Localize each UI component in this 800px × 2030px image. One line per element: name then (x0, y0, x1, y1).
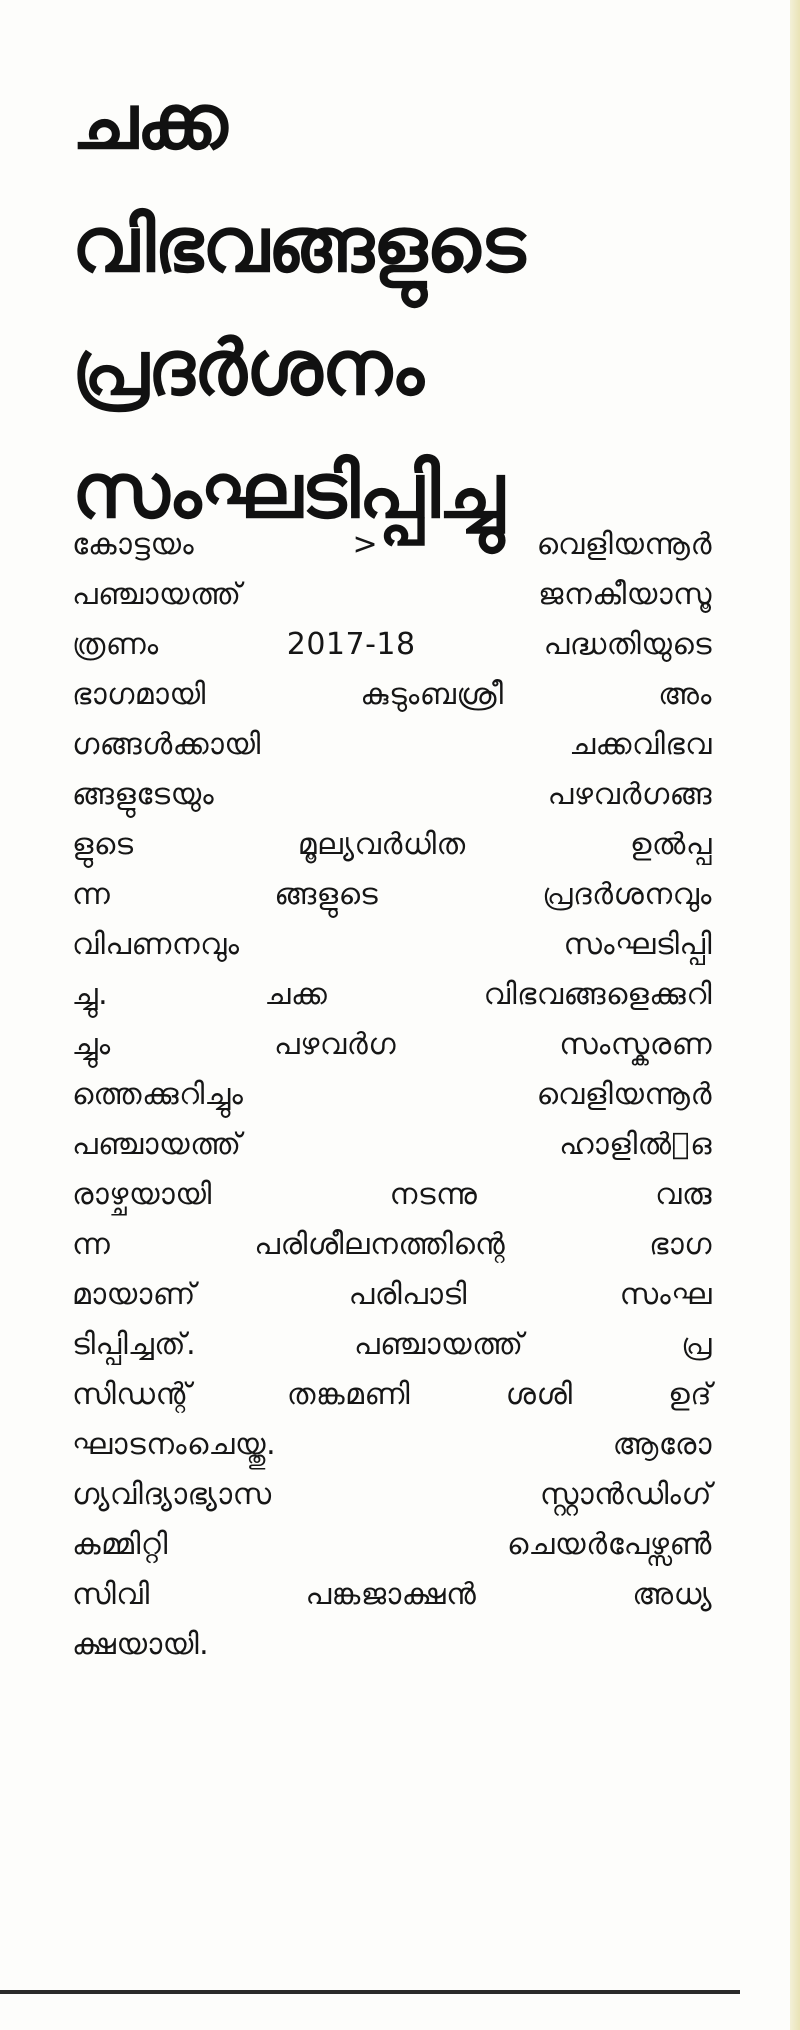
body-line: സിവി പങ്കജാക്ഷൻ അധ്യ (72, 1577, 712, 1612)
article-body (72, 520, 712, 1670)
body-line: മായാണ് പരിപാടി സംഘ (72, 1277, 712, 1312)
body-line: ത്രണം 2017-18 പദ്ധതിയുടെ (72, 627, 712, 662)
headline-line: വിഭവങ്ങളുടെ (72, 200, 525, 289)
body-line: ഭാഗമായി കുടുംബശ്രീ അം (72, 677, 712, 712)
body-line: പഞ്ചായത്ത് ഹാളിൽ􀀀ഒ (72, 1127, 712, 1162)
body-line: ക്ഷയായി. (72, 1627, 210, 1662)
body-line: ന്ന പരിശീലനത്തിന്റെ ഭാഗ (72, 1227, 712, 1262)
headline-line: സംഘടിപ്പിച്ചു (72, 446, 504, 535)
body-line: ഘാടനംചെയ്തു. ആരോ (72, 1427, 712, 1462)
body-line: ച്ചു. ചക്ക വിഭവങ്ങളെക്കുറി (72, 977, 712, 1012)
body-line: ടിപ്പിച്ചത്. പഞ്ചായത്ത് പ്ര (72, 1327, 712, 1362)
headline-line: ചക്ക (72, 77, 227, 166)
body-line: ങ്ങളുടേയും പഴവർഗങ്ങ (72, 777, 712, 812)
body-line: കോട്ടയം > വെളിയന്നൂർ (72, 527, 712, 562)
body-line: ഗ്യവിദ്യാഭ്യാസ സ്റ്റാൻഡിംഗ് (72, 1477, 712, 1512)
body-line: ച്ചും പഴവർഗ സംസ്കരണ (72, 1027, 712, 1062)
body-line: ളുടെ മൂല്യവർധിത ഉൽപ്പ (72, 827, 712, 862)
body-line: ന്ന ങ്ങളുടെ പ്രദർശനവും (72, 877, 712, 912)
headline-line: പ്രദർശനം (72, 323, 423, 412)
headline (72, 60, 712, 552)
body-line: സിഡന്റ് തങ്കമണി ശശി ഉദ് (72, 1377, 712, 1412)
body-line: കമ്മിറ്റി ചെയർപേഴ്സൺ (72, 1527, 712, 1562)
column-rule (0, 1990, 740, 1994)
body-line: പഞ്ചായത്ത് ജനകീയാസൂ (72, 577, 712, 612)
page-edge (790, 0, 800, 2030)
body-line: വിപണനവും സംഘടിപ്പി (72, 927, 712, 962)
body-line: ത്തെക്കുറിച്ചും വെളിയന്നൂർ (72, 1077, 712, 1112)
body-line: ഗങ്ങൾക്കായി ചക്കവിഭവ (72, 727, 712, 762)
body-line: രാഴ്ചയായി നടന്നു വരു (72, 1177, 712, 1212)
